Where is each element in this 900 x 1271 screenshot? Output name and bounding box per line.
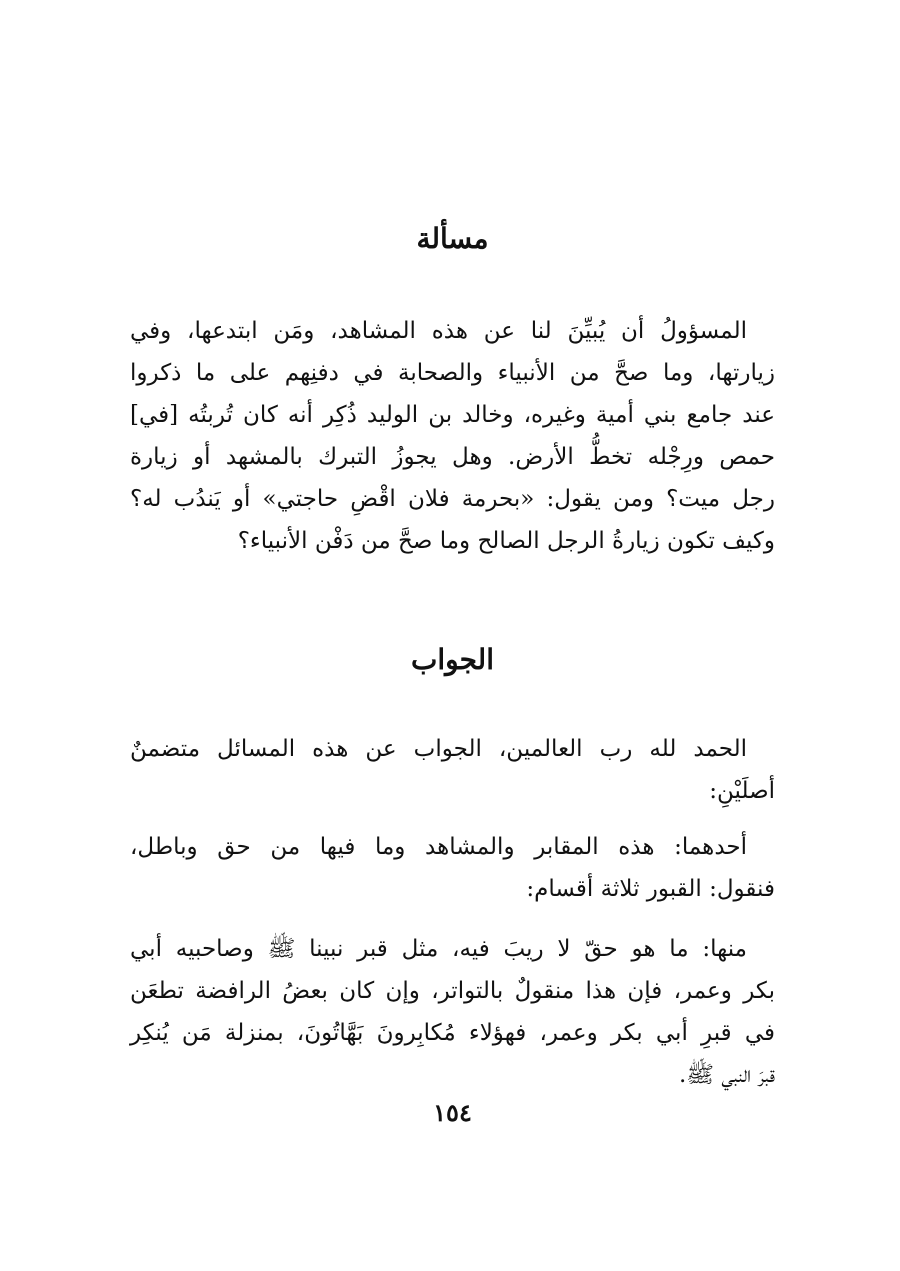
- answer-line: الحمد لله رب العالمين، الجواب عن هذه المسائل متضمنٌ: [130, 736, 747, 762]
- answer-line: في قبرِ أبي بكر وعمر، فهؤلاء مُكابِرونَ بَهَّاتُونَ، بمنزلة مَن يُنكِر: [130, 1020, 775, 1046]
- answer-line: أصلَيْنِ:: [709, 778, 775, 804]
- page-number: ١٥٤: [433, 1098, 472, 1127]
- answer-line: فنقول: القبور ثلاثة أقسام:: [526, 876, 775, 902]
- answer-paragraph: [130, 728, 775, 812]
- question-line: زيارتها، وما صحَّ من الأنبياء والصحابة في دفنِهم على ما ذكروا: [130, 360, 775, 386]
- question-heading: مسألة: [416, 222, 489, 255]
- answer-heading: الجواب: [411, 643, 494, 676]
- question-line: حمص ورِجْله تخطُّ الأرض. وهل يجوزُ التبرك بالمشهد أو زيارة: [130, 444, 775, 470]
- document-page: [130, 0, 775, 1271]
- question-line: وكيف تكون زيارةُ الرجل الصالح وما صحَّ من دَفْن الأنبياء؟: [237, 528, 775, 554]
- question-line: المسؤولُ أن يُبيِّنَ لنا عن هذه المشاهد، ومَن ابتدعها، وفي: [130, 318, 747, 344]
- answer-line: بكر وعمر، فإن هذا منقولٌ بالتواتر، وإن كان بعضُ الرافضة تطعَن: [130, 978, 775, 1004]
- answer-line: قبرَ النبي ﷺ.: [678, 1062, 775, 1088]
- answer-paragraph: [130, 826, 775, 910]
- question-paragraph: [130, 310, 775, 562]
- question-line: رجل ميت؟ ومن يقول: «بحرمة فلان اقْضِ حاجتي» أو يَندُب له؟: [130, 486, 775, 512]
- answer-line: أحدهما: هذه المقابر والمشاهد وما فيها من حق وباطل،: [130, 834, 747, 860]
- question-line: عند جامع بني أمية وغيره، وخالد بن الوليد ذُكِر أنه كان تُربتُه [في]: [130, 402, 775, 428]
- answer-paragraph: [130, 928, 775, 1096]
- answer-line: منها: ما هو حقّ لا ريبَ فيه، مثل قبر نبينا ﷺ وصاحبيه أبي: [130, 936, 747, 962]
